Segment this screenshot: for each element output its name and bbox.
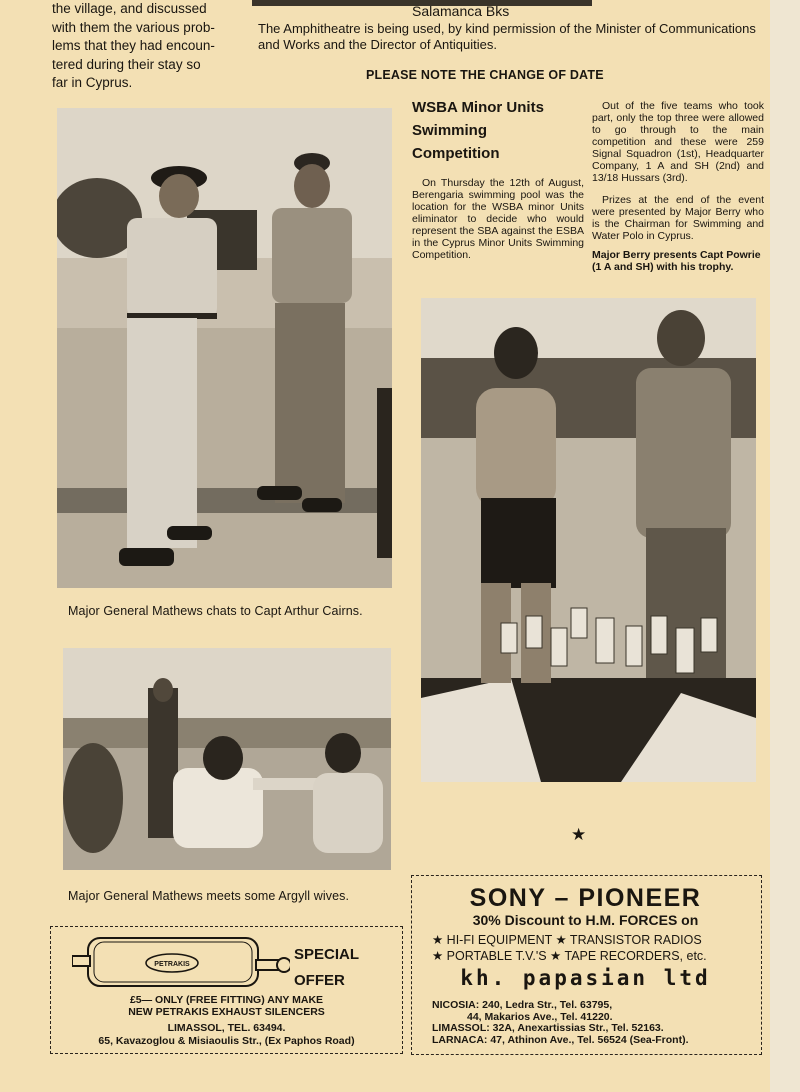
location-text: Salamanca Bks xyxy=(412,3,510,19)
intro-text xyxy=(52,0,232,93)
intro-line: far in Cyprus. xyxy=(52,75,133,90)
article-paragraph: On Thursday the 12th of August, Berengaria swimming pool was the location for the WSBA minor Units eliminator to decide who would represent the SBA against the ESBA in the Cyprus Minor Units Swimming Competition. xyxy=(412,177,584,261)
dealer-brand: kh. papasian ltd xyxy=(460,966,711,990)
article-paragraph: Out of the five teams who took part, only the top three were allowed to go through to the main competition and these were 259 Signal Squadron (1st), Headquarter Company, 1 A and SH (2nd) and 13/18 Hussars (3rd). xyxy=(592,100,764,184)
dealer-address: 44, Makarios Ave., Tel. 41220. xyxy=(432,1011,613,1023)
article-title-line: WSBA Minor Units xyxy=(412,99,544,116)
offer-line: £5— ONLY (FREE FITTING) ANY MAKE xyxy=(129,994,324,1006)
photo-caption-wives: Major General Mathews meets some Argyll wives. xyxy=(68,889,350,903)
special-offer-line: SPECIAL xyxy=(294,946,360,963)
article-paragraph: Prizes at the end of the event were presented by Major Berry who is the Chairman for Swimming and Water Polo in Cyprus. xyxy=(592,194,764,242)
article-title xyxy=(412,96,582,165)
dealer-address: NICOSIA: 240, Ledra Str., Tel. 63795, xyxy=(432,999,613,1011)
dealer-address: LIMASSOL: 32A, Anexartissias Str., Tel. 52163. xyxy=(432,1022,664,1034)
photo-trophy-presentation xyxy=(421,298,756,782)
ad-title: SONY – PIONEER xyxy=(469,884,702,912)
special-offer-line: OFFER xyxy=(294,972,345,989)
ad-discount: 30% Discount to H.M. FORCES on xyxy=(472,912,699,928)
intro-line: with them the various prob- xyxy=(52,19,215,35)
intro-line: the village, and discussed xyxy=(52,1,207,16)
intro-line: lems that they had encoun- xyxy=(52,38,215,53)
offer-address: 65, Kavazoglou & Misiaoulis Str., (Ex Paphos Road) xyxy=(98,1035,355,1047)
page-edge xyxy=(770,0,800,1092)
photo-caption-officers: Major General Mathews chats to Capt Arthur Cairns. xyxy=(68,604,363,618)
exhaust-silencer-illustration xyxy=(72,936,290,995)
ad-feature-line: ★ PORTABLE T.V.'S ★ TAPE RECORDERS, etc. xyxy=(432,949,707,963)
offer-phone: LIMASSOL, TEL. 63494. xyxy=(167,1022,286,1034)
offer-line: NEW PETRAKIS EXHAUST SILENCERS xyxy=(128,1006,325,1018)
article-title-line: Swimming xyxy=(412,122,488,139)
divider-star: ★ xyxy=(571,825,587,844)
intro-line: tered during their stay so xyxy=(52,56,201,72)
muffler-brand-label: PETRAKIS xyxy=(154,961,190,968)
photo-officers xyxy=(57,108,392,588)
amphitheatre-note: The Amphitheatre is being used, by kind permission of the Minister of Communications and Works and the Director of Antiquities. xyxy=(258,21,756,52)
dealer-address: LARNACA: 47, Athinon Ave., Tel. 56524 (Sea-Front). xyxy=(432,1034,689,1046)
trophy-photo-caption: Major Berry presents Capt Powrie (1 A and SH) with his trophy. xyxy=(592,249,761,273)
article-title-line: Competition xyxy=(412,145,500,162)
ad-feature-line: ★ HI-FI EQUIPMENT ★ TRANSISTOR RADIOS xyxy=(432,933,702,947)
photo-wives xyxy=(63,648,391,870)
special-offer xyxy=(294,942,359,994)
date-change-notice: PLEASE NOTE THE CHANGE OF DATE xyxy=(366,68,604,82)
